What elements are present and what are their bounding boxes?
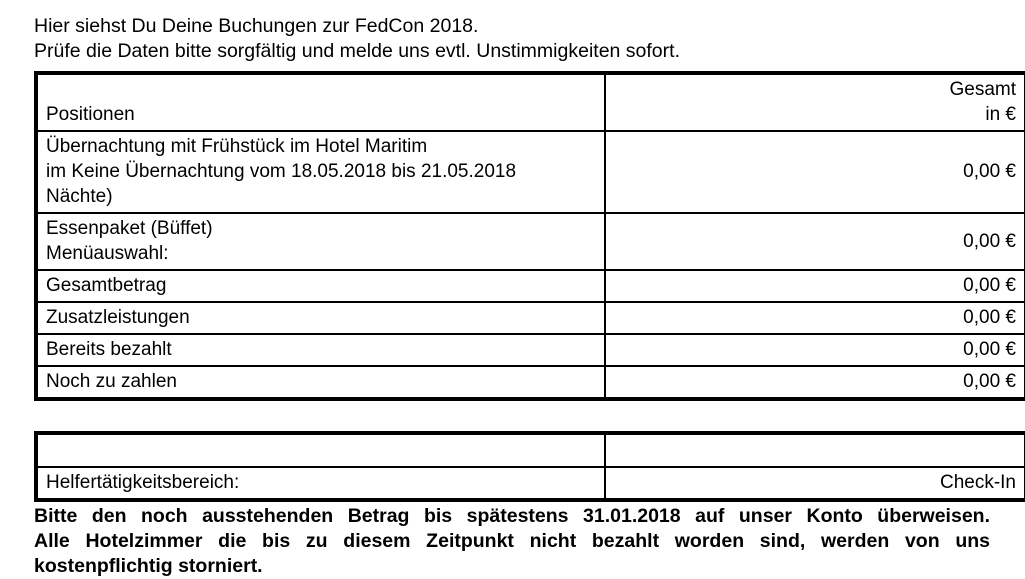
row-label-foodpackage — [36, 213, 605, 270]
row-label-line: Nächte) — [46, 186, 113, 207]
table-row — [36, 334, 1025, 366]
row-amount-total: 0,00 € — [605, 270, 1025, 302]
table-row — [36, 366, 1025, 399]
intro-line-1: Hier siehst Du Deine Buchungen zur FedCon 2018. — [34, 15, 479, 37]
footnote-text — [34, 504, 990, 579]
helper-value: Check-In — [605, 467, 1025, 500]
booking-table — [34, 71, 1025, 401]
header-total — [605, 73, 1025, 131]
helper-empty-right — [605, 433, 1025, 467]
row-label-accommodation — [36, 131, 605, 213]
row-amount-extras: 0,00 € — [605, 302, 1025, 334]
intro-line-2: Prüfe die Daten bitte sorgfältig und melde uns evtl. Unstimmigkeiten sofort. — [34, 40, 680, 62]
table-row — [36, 302, 1025, 334]
row-label-alreadypaid — [36, 334, 605, 366]
row-label-total — [36, 270, 605, 302]
table-row — [36, 213, 1025, 270]
booking-table-body — [36, 73, 1025, 399]
footnote-line-1: Bitte den noch ausstehenden Betrag bis spätestens 31.01.2018 auf unser Konto überweisen. — [34, 505, 990, 527]
helper-label: Helfertätigkeitsbereich: — [36, 467, 605, 500]
table-row — [36, 270, 1025, 302]
row-label-outstanding — [36, 366, 605, 399]
row-label-line: Zusatzleistungen — [46, 307, 190, 328]
row-amount-outstanding: 0,00 € — [605, 366, 1025, 399]
helper-table-body — [36, 433, 1025, 500]
row-label-extras — [36, 302, 605, 334]
row-label-line: Übernachtung mit Frühstück im Hotel Maritim — [46, 136, 428, 157]
row-label-line: im Keine Übernachtung vom 18.05.2018 bis 21.05.2018 — [46, 161, 517, 182]
table-row — [36, 131, 1025, 213]
row-amount-accommodation: 0,00 € — [605, 131, 1025, 213]
footnote-line-2: Alle Hotelzimmer die bis zu diesem Zeitpunkt nicht bezahlt worden sind, werden von uns — [34, 530, 990, 552]
intro-text — [34, 14, 991, 64]
row-label-line: Menüauswahl: — [46, 243, 169, 264]
helper-empty-row — [36, 433, 1025, 467]
table-header-row — [36, 73, 1025, 131]
row-amount-foodpackage: 0,00 € — [605, 213, 1025, 270]
header-total-line2: in € — [985, 104, 1016, 125]
row-amount-alreadypaid: 0,00 € — [605, 334, 1025, 366]
row-label-line: Bereits bezahlt — [46, 339, 172, 360]
helper-empty-left — [36, 433, 605, 467]
helper-table — [34, 431, 1025, 502]
row-label-line: Noch zu zahlen — [46, 371, 177, 392]
footnote-line-3: kostenpflichtig storniert. — [34, 555, 263, 577]
header-positions: Positionen — [36, 73, 605, 131]
row-label-line: Gesamtbetrag — [46, 275, 167, 296]
row-label-line: Essenpaket (Büffet) — [46, 218, 213, 239]
header-total-line1: Gesamt — [949, 79, 1016, 100]
helper-row — [36, 467, 1025, 500]
